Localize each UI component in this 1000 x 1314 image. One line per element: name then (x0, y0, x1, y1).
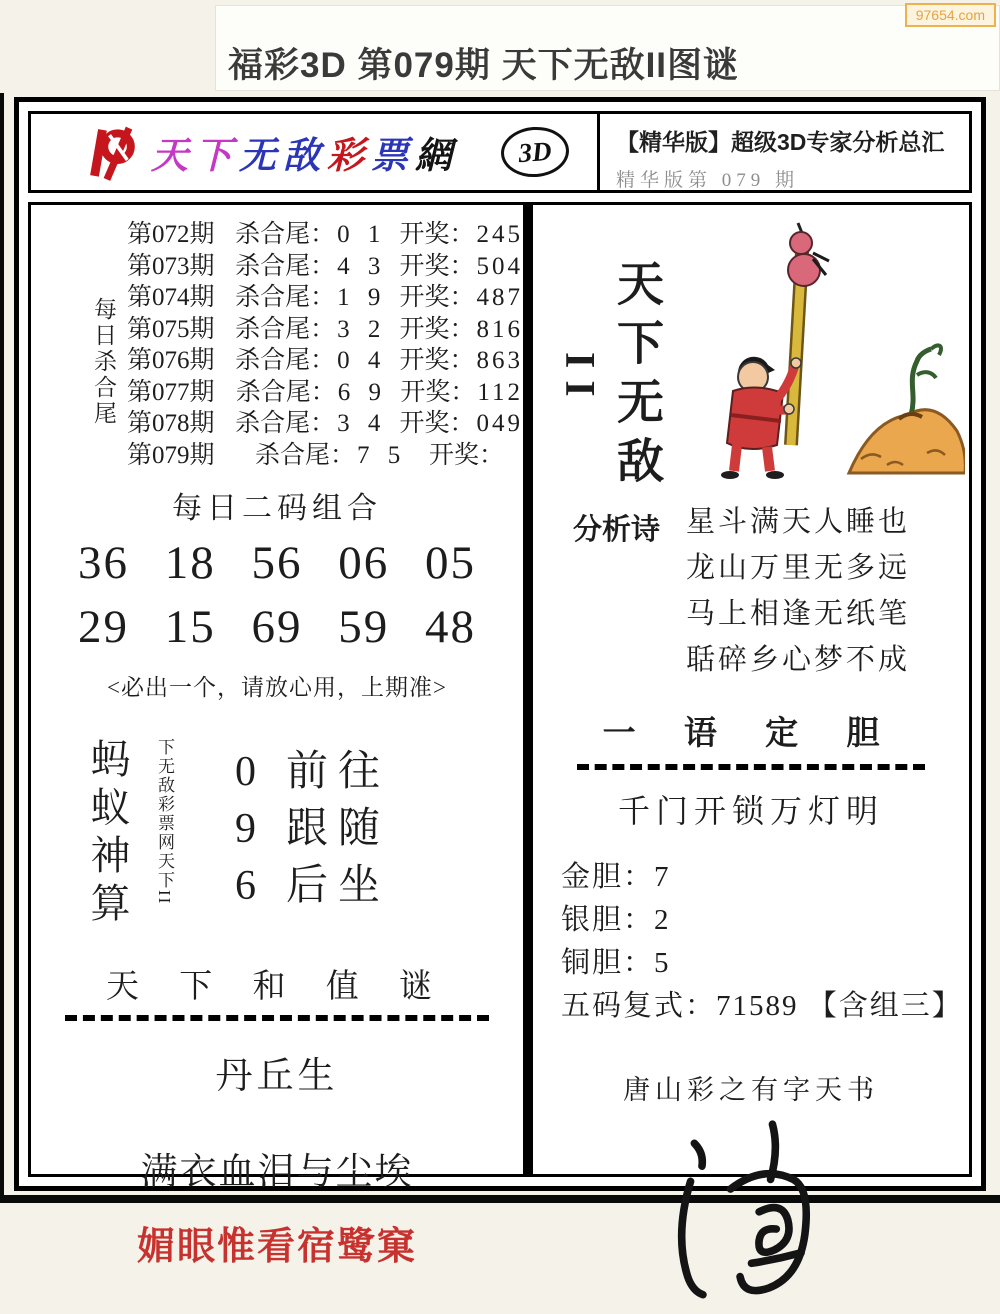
series-title-suffix: II (556, 351, 602, 409)
kill-tail-table (127, 219, 523, 471)
table-row (127, 345, 523, 377)
kill-values: 3 4 (337, 410, 387, 437)
issue-label: 第076期 (127, 347, 215, 374)
kill-values: 0 1 (337, 221, 387, 248)
edition-info (597, 114, 969, 190)
issue-label: 第074期 (127, 284, 215, 311)
two-code-title: 每日二码组合 (172, 492, 382, 525)
two-code-row-2: 29 15 69 59 48 (78, 601, 476, 653)
ant-number: 0 (235, 749, 256, 795)
kill-label: 杀合尾： (235, 252, 336, 280)
ant-word: 后坐 (286, 863, 391, 909)
ant-oracle-side-note: 下无敌彩票网天下II (155, 738, 174, 906)
mound (849, 410, 965, 473)
right-top-area (533, 205, 969, 497)
open-values: 049 (476, 410, 523, 437)
poem-line: 星斗满天人睡也 (686, 506, 911, 538)
two-code-row-1: 36 18 56 06 05 (78, 537, 476, 589)
table-row (127, 377, 523, 409)
logo-char: 票 (371, 136, 415, 177)
3d-emblem-icon: 3D (499, 125, 570, 180)
open-label: 开奖： (399, 284, 475, 311)
logo-char: 下 (195, 136, 239, 177)
logo-char: 網 (415, 136, 459, 177)
edition-title: 【精华版】超级3D专家分析总汇 (616, 129, 945, 155)
site-logo (31, 114, 597, 190)
edition-issue: 精华版第 079 期 (616, 170, 800, 191)
one-phrase-dan-title: 一 语 定 胆 (577, 707, 926, 770)
table-row (127, 440, 523, 472)
series-title-chars: 天下无敌 (610, 259, 662, 495)
gold-dan: 金胆：7 (561, 861, 671, 893)
open-values: 487 (476, 284, 523, 311)
issue-label: 第075期 (127, 315, 215, 343)
open-label: 开奖： (399, 315, 475, 343)
gourd-pole-figure-illustration (635, 213, 965, 501)
kill-values: 7 5 (357, 441, 407, 469)
issue-label: 第072期 (127, 221, 215, 248)
kill-values: 4 3 (337, 252, 387, 280)
open-label: 开奖： (399, 347, 475, 374)
issue-label: 第079期 (127, 441, 215, 469)
kill-label: 杀合尾： (235, 410, 336, 437)
list-item (235, 744, 390, 801)
watermark-badge: 97654.com (905, 3, 996, 27)
ant-oracle-list (235, 744, 390, 930)
kill-values: 1 9 (337, 284, 387, 311)
kill-label: 杀合尾： (255, 441, 356, 469)
right-panel (528, 202, 972, 1177)
poem-line: 聒碎乡心梦不成 (686, 644, 911, 676)
gourd (790, 232, 812, 254)
open-values: 112 (477, 378, 523, 406)
poem-line: 马上相逢无纸笔 (686, 598, 911, 630)
open-values: 245 (476, 221, 523, 248)
left-edge-line (0, 93, 4, 1195)
silver-dan: 银胆：2 (561, 904, 671, 936)
kill-label: 杀合尾： (235, 378, 336, 406)
five-code-complex: 五码复式：71589 【含组三】 (561, 990, 963, 1022)
handwritten-script-character (634, 1109, 869, 1309)
logo-char: 无 (239, 136, 283, 177)
sum-riddle-line-2: 满衣血泪与尘埃 (140, 1152, 414, 1193)
list-item (235, 801, 390, 858)
table-row (127, 282, 523, 314)
sum-riddle-line-1: 丹丘生 (215, 1056, 339, 1097)
kill-values: 3 2 (337, 315, 387, 343)
logo-char: 天 (151, 136, 195, 177)
open-values: 863 (476, 347, 523, 374)
open-label: 开奖： (400, 378, 476, 406)
kill-values: 0 4 (337, 347, 387, 374)
kill-values: 6 9 (337, 378, 387, 406)
open-label: 开奖： (399, 252, 475, 280)
columns (28, 202, 972, 1268)
sum-riddle-line-3-red: 媚眼惟看宿鹭窠 (136, 1226, 417, 1268)
script-character-area (533, 1109, 969, 1314)
ant-word: 前往 (286, 749, 391, 795)
kill-tail-vertical-label: 每日杀合尾 (91, 297, 116, 427)
kill-label: 杀合尾： (235, 221, 336, 248)
one-phrase-dan-line: 千门开锁万灯明 (617, 793, 884, 829)
open-values: 816 (476, 315, 523, 343)
kill-label: 杀合尾： (235, 315, 336, 343)
two-code-note: <必出一个，请放心用，上期准> (107, 675, 447, 700)
logo-char: 敌 (283, 136, 327, 177)
open-label: 开奖： (399, 221, 475, 248)
issue-label: 第077期 (127, 378, 215, 406)
ant-oracle-section (79, 738, 523, 930)
ant-oracle-title: 蚂蚁神算 (85, 738, 130, 930)
site-logo-text (151, 125, 459, 179)
tangshan-title: 唐山彩之有字天书 (623, 1075, 879, 1105)
analysis-poem-lines (686, 499, 910, 683)
ant-number: 6 (235, 863, 256, 909)
main-frame (14, 97, 986, 1268)
open-values: 504 (476, 252, 523, 280)
issue-label: 第078期 (127, 410, 215, 437)
open-label: 开奖： (429, 441, 505, 469)
kill-label: 杀合尾： (235, 284, 336, 311)
table-row (127, 314, 523, 346)
kill-label: 杀合尾： (235, 347, 336, 374)
ant-number: 9 (235, 806, 256, 852)
table-row (127, 251, 523, 283)
poem-line: 龙山万里无多远 (686, 552, 911, 584)
left-panel (28, 202, 528, 1268)
analysis-poem-section (533, 499, 969, 683)
fucai-logo-icon (83, 121, 145, 183)
logo-char: 彩 (327, 136, 371, 177)
sprout (911, 349, 931, 415)
analysis-poem-label: 分析诗 (573, 514, 661, 546)
page-title: 福彩3D 第079期 天下无敌II图谜 (228, 46, 740, 85)
list-item (235, 858, 390, 915)
bronze-dan: 铜胆：5 (561, 947, 671, 979)
header (28, 111, 972, 193)
open-label: 开奖： (399, 410, 475, 437)
ant-word: 跟随 (286, 806, 391, 852)
issue-label: 第073期 (127, 252, 215, 280)
table-row (127, 408, 523, 440)
table-row (127, 219, 523, 251)
sum-riddle-title: 天 下 和 值 谜 (65, 960, 488, 1021)
dan-list (561, 856, 969, 1028)
